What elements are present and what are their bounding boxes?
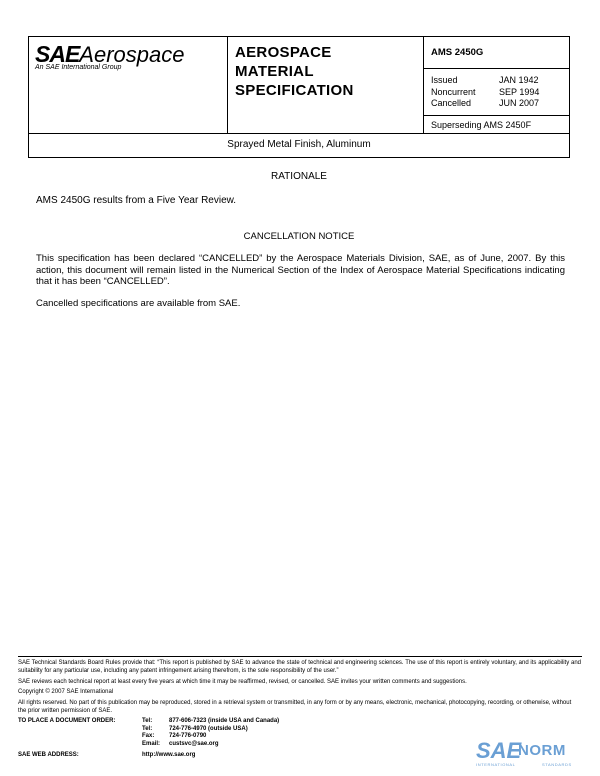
document-id-cell — [423, 37, 569, 133]
date-label: Cancelled — [431, 98, 472, 108]
availability-note: Cancelled specifications are available from SAE. — [36, 298, 241, 309]
sae-norm-logo — [476, 738, 588, 768]
date-row-issued — [431, 75, 539, 87]
title-cell — [227, 37, 424, 133]
date-table — [431, 75, 539, 110]
contact-label: Tel: — [142, 718, 153, 724]
contact-label: Tel: — [142, 725, 153, 732]
footer-review-text: SAE reviews each technical report at least every five years at which time it may be reaffirmed, revised, or cancelled. SAE invites your written comments and suggestions. — [18, 679, 467, 685]
divider — [423, 115, 569, 116]
spec-title — [235, 43, 354, 100]
contact-row — [142, 726, 279, 734]
superseding-note: Superseding AMS 2450F — [431, 120, 532, 130]
title-line-1: AEROSPACE — [235, 44, 332, 61]
contact-value: 724-776-4970 (outside USA) — [169, 725, 248, 732]
contact-table — [142, 718, 279, 748]
footer-copyright: Copyright © 2007 SAE International — [18, 689, 114, 695]
logo-name: Aerospace — [79, 42, 185, 67]
contact-row — [142, 733, 279, 741]
document-number: AMS 2450G — [431, 47, 484, 58]
date-value: JAN 1942 — [499, 75, 539, 85]
date-label: Noncurrent — [431, 86, 476, 97]
logo-cell — [29, 37, 228, 133]
title-line-3: SPECIFICATION — [235, 82, 354, 99]
contact-row — [142, 718, 279, 726]
rationale-text: AMS 2450G results from a Five Year Review. — [36, 195, 237, 206]
order-label: TO PLACE A DOCUMENT ORDER: — [18, 718, 116, 724]
web-address-link[interactable]: http://www.sae.org — [142, 752, 196, 758]
date-label: Issued — [431, 75, 458, 85]
contact-row — [142, 741, 279, 749]
contact-value: 877-606-7323 (inside USA and Canada) — [169, 718, 280, 724]
cancellation-paragraph: This specification has been declared “CANCELLED” by the Aerospace Materials Division, SAE, as of June, 2007. By this action, this document will remain listed in the Numerical Section of the Index of Aerospace Material Specifications indicating that it has been “CANCELLED”. — [36, 253, 565, 287]
header-box — [28, 36, 570, 134]
norm-subtitle-right: STANDARDS — [542, 762, 572, 767]
date-row-cancelled — [431, 98, 539, 110]
contact-value: 724-776-0790 — [169, 733, 207, 740]
title-line-2: MATERIAL — [235, 63, 314, 80]
footer-rules-text: SAE Technical Standards Board Rules provide that: “This report is published by SAE to advance the state of technical and engineering sciences. The use of this report is entirely voluntary, and its applicability and suitability for any particular use, including any patent infringement arising therefrom, is the sole responsibility of the user.” — [18, 660, 581, 674]
date-value: SEP 1994 — [499, 86, 540, 97]
divider — [423, 68, 569, 69]
contact-label: Fax: — [142, 733, 155, 740]
norm-subtitle-left: INTERNATIONAL — [476, 762, 516, 767]
contact-label: Email: — [142, 740, 161, 747]
logo-tagline: An SAE International Group — [35, 64, 122, 71]
logo-brand: SAE — [35, 41, 80, 67]
contact-email[interactable]: custsvc@sae.org — [169, 740, 219, 747]
date-row-noncurrent — [431, 87, 539, 99]
footer-rule — [18, 656, 582, 657]
norm-text: NORM — [518, 742, 566, 759]
cancellation-heading: CANCELLATION NOTICE — [243, 231, 355, 242]
norm-brand: SAE — [476, 738, 522, 763]
subject-title: Sprayed Metal Finish, Aluminum — [28, 134, 570, 158]
date-value: JUN 2007 — [499, 98, 540, 108]
footer-rights-text: All rights reserved. No part of this publication may be reproduced, stored in a retrieval system or transmitted, in any form or by any means, electronic, mechanical, photocopying, recording, or otherwise, without the prior written permission of SAE. — [18, 700, 572, 714]
rationale-heading: RATIONALE — [271, 171, 327, 182]
web-address-label: SAE WEB ADDRESS: — [18, 752, 79, 758]
